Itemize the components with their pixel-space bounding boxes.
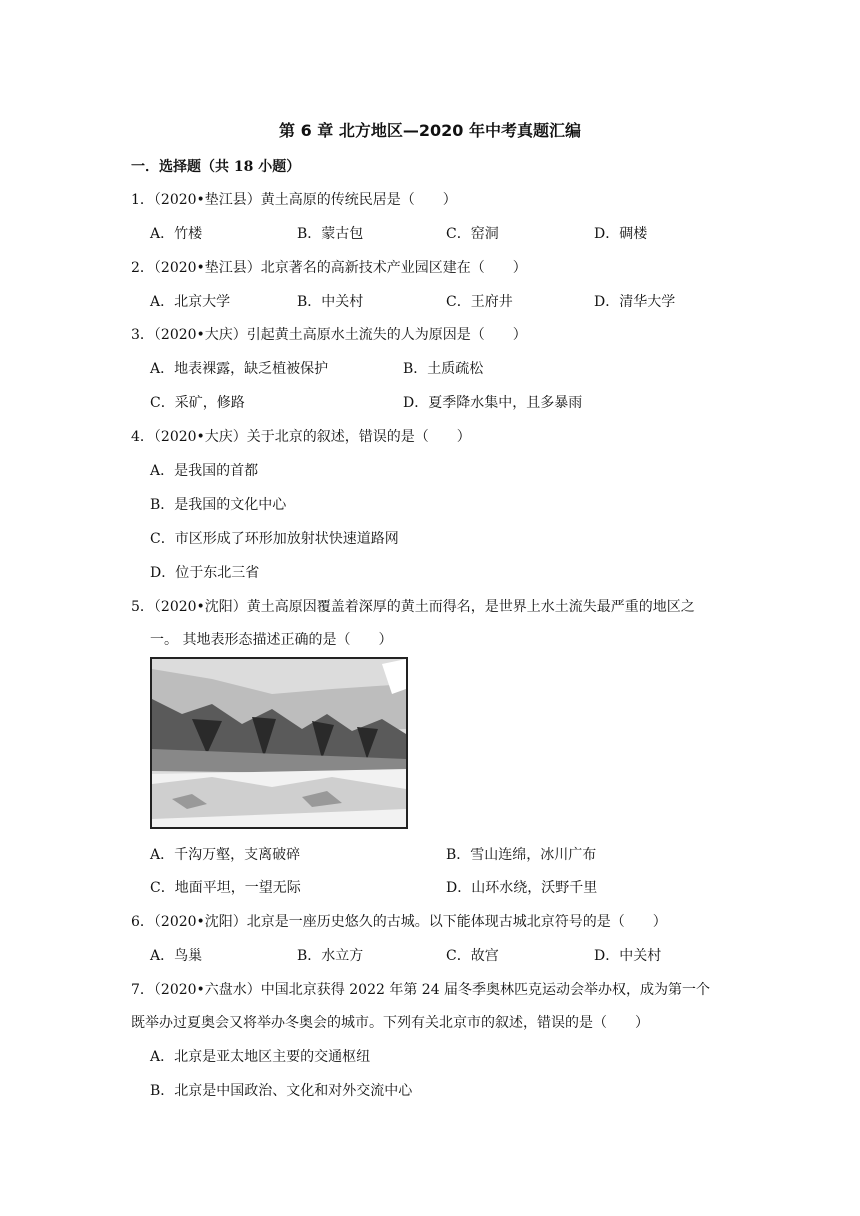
landscape-illustration (152, 659, 406, 827)
question-number: 4． (131, 429, 154, 445)
section-heading: 一．选择题（共 18 小题） (131, 159, 301, 175)
question-number: 1． (131, 192, 154, 208)
question-4 (131, 427, 471, 447)
option-d: D．位于东北三省 (150, 565, 260, 581)
option-a: A．是我国的首都 (150, 463, 259, 479)
option-d: D．清华大学 (594, 294, 676, 310)
question-6 (131, 912, 667, 932)
question-stem: （2020•大庆）关于北京的叙述，错误的是（ ） (153, 429, 471, 445)
option-c: C．市区形成了环形加放射状快速道路网 (150, 531, 399, 547)
question-stem: （2020•垫江县）黄土高原的传统民居是（ ） (153, 192, 457, 208)
option-b: B．中关村 (297, 294, 364, 310)
page-title: 第 6 章 北方地区—2020 年中考真题汇编 (279, 121, 581, 140)
option-c: C．故宫 (446, 948, 499, 964)
question-stem: （2020•沈阳）黄土高原因覆盖着深厚的黄土而得名，是世界上水土流失最严重的地区之 (153, 599, 695, 615)
option-a: A．地表裸露，缺乏植被保护 (150, 361, 329, 377)
question-number: 5． (131, 599, 154, 615)
option-d: D．山环水绕，沃野千里 (446, 880, 598, 896)
option-c: C．窑洞 (446, 226, 499, 242)
loess-plateau-photo (150, 657, 408, 829)
question-2 (131, 258, 527, 278)
option-c: C．采矿，修路 (150, 395, 245, 411)
option-b: B．水立方 (297, 948, 364, 964)
question-stem: （2020•沈阳）北京是一座历史悠久的古城。以下能体现古城北京符号的是（ ） (153, 914, 667, 930)
option-d: D．夏季降水集中，且多暴雨 (403, 395, 583, 411)
question-number: 3． (131, 327, 154, 343)
option-b: B．是我国的文化中心 (150, 497, 287, 513)
question-stem-continued: 一。 其地表形态描述正确的是（ ） (150, 632, 393, 648)
question-1 (131, 190, 457, 210)
option-a: A．千沟万壑，支离破碎 (150, 847, 301, 863)
question-stem: （2020•六盘水）中国北京获得 2022 年第 24 届冬季奥林匹克运动会举办权，成为第一个 (153, 982, 711, 998)
option-b: B．蒙古包 (297, 226, 364, 242)
option-d: D．中关村 (594, 948, 662, 964)
question-stem: （2020•大庆）引起黄土高原水土流失的人为原因是（ ） (153, 327, 527, 343)
option-a: A．鸟巢 (150, 948, 203, 964)
option-a: A．北京大学 (150, 294, 231, 310)
option-a: A．竹楼 (150, 226, 203, 242)
option-b: B．土质疏松 (403, 361, 484, 377)
option-c: C．地面平坦，一望无际 (150, 880, 301, 896)
option-c: C．王府井 (446, 294, 513, 310)
question-stem: （2020•垫江县）北京著名的高新技术产业园区建在（ ） (153, 260, 527, 276)
question-number: 7． (131, 982, 154, 998)
option-d: D．碉楼 (594, 226, 648, 242)
question-5 (131, 597, 695, 617)
question-3 (131, 325, 527, 345)
option-a: A．北京是亚太地区主要的交通枢纽 (150, 1049, 371, 1065)
option-b: B．北京是中国政治、文化和对外交流中心 (150, 1083, 413, 1099)
question-number: 2． (131, 260, 154, 276)
option-b: B．雪山连绵，冰川广布 (446, 847, 597, 863)
question-stem-continued: 既举办过夏奥会又将举办冬奥会的城市。下列有关北京市的叙述，错误的是（ ） (131, 1015, 649, 1031)
question-number: 6． (131, 914, 154, 930)
question-7 (131, 980, 710, 1000)
